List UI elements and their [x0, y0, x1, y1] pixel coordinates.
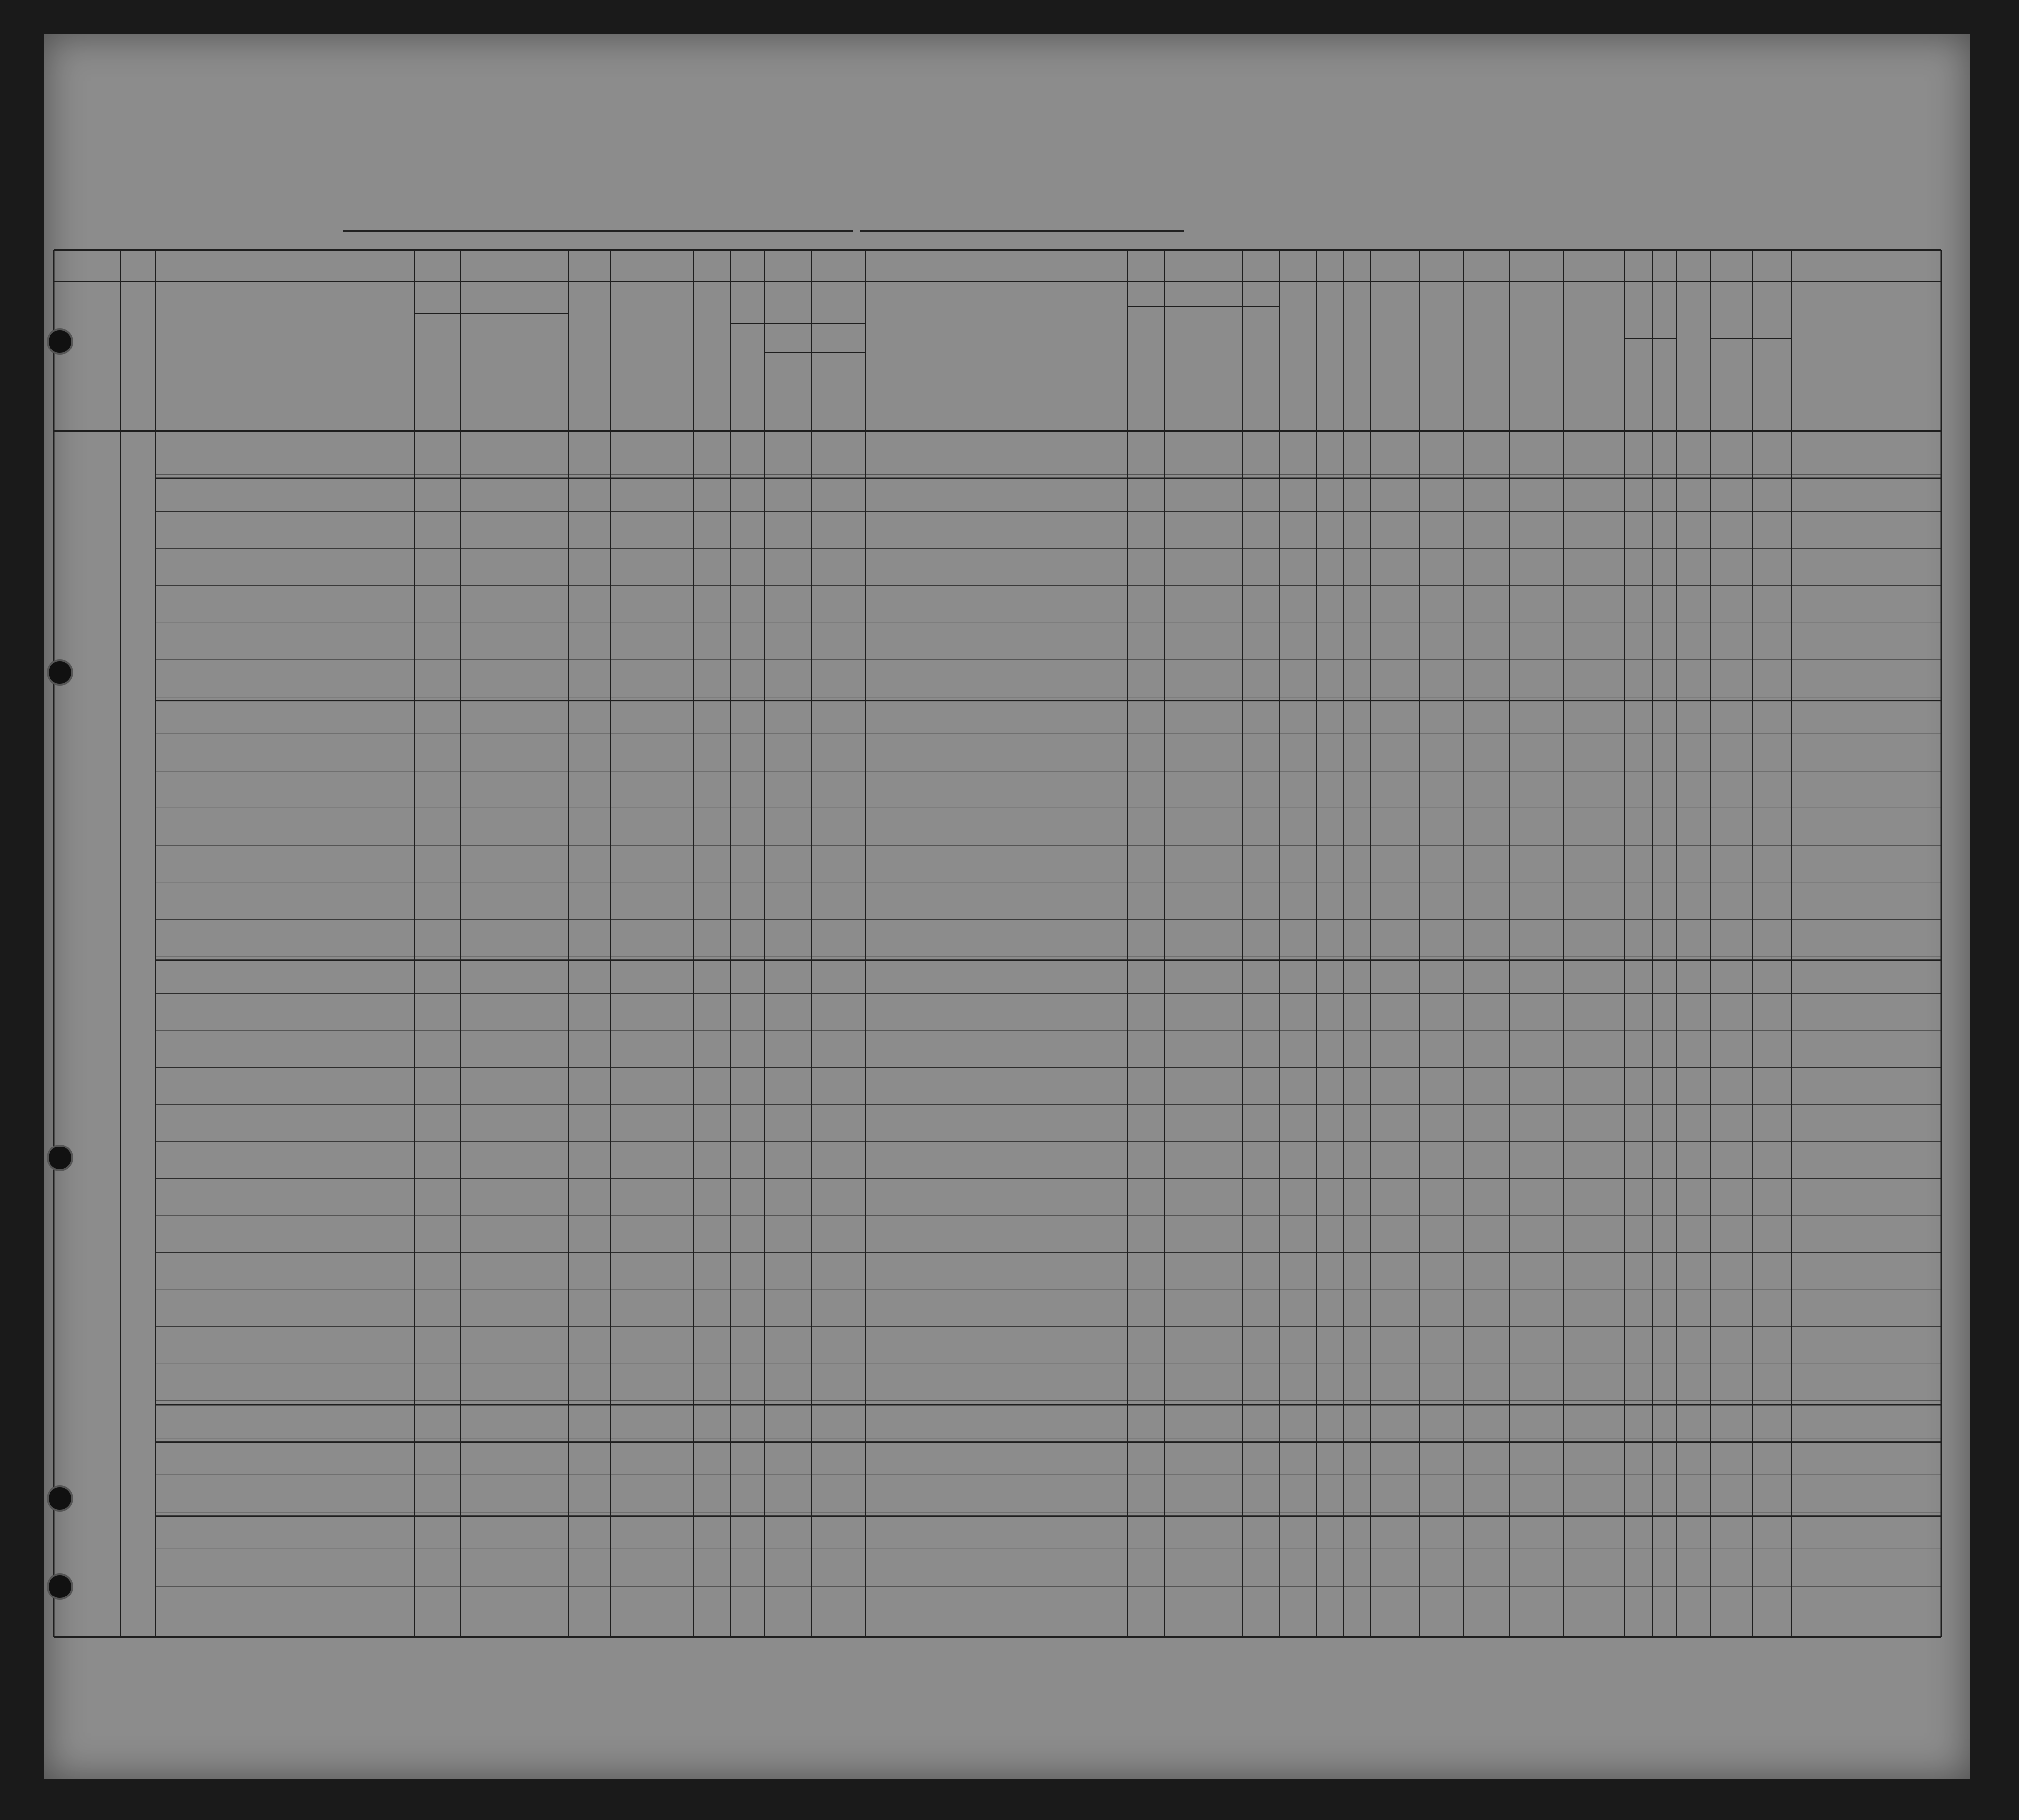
binder-hole — [47, 659, 73, 686]
binder-hole — [47, 1485, 73, 1512]
binder-hole — [47, 1145, 73, 1171]
binder-hole — [47, 1573, 73, 1600]
binder-hole — [47, 328, 73, 355]
